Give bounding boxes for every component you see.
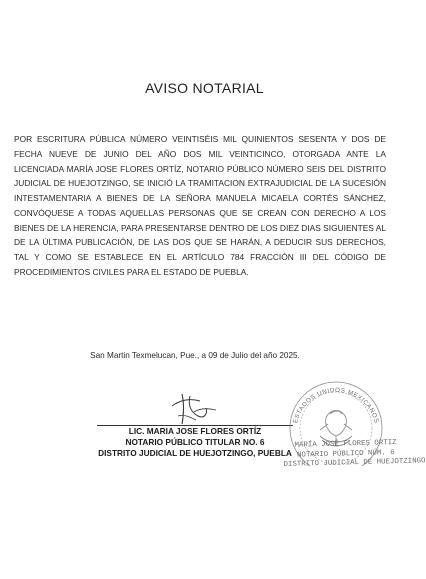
seal-notary: NOTARIO PÚBLICO NÚM. 6 bbox=[296, 448, 395, 460]
notary-title: NOTARIO PÚBLICO TITULAR NO. 6 bbox=[125, 437, 265, 447]
seal-district: DISTRITO JUDICIAL DE HUEJOTZINGO bbox=[283, 457, 426, 470]
notice-body: POR ESCRITURA PÚBLICA NÚMERO VEINTISÉIS MIL QUINIENTOS SESENTA Y DOS DE FECHA NUEVE DE JUNIO DEL AÑO DOS MIL VEINTICINCO, OTORGADA ANTE LA LICENCIADA MARÍA JOSE FLORES ORTÍZ, NOTARIO PÚBLICO NÚMERO SEIS DEL DISTRITO JUDICIAL DE HUEJOTZINGO, SE INICIÓ LA TRAMITACION EXTRAJUDICIAL DE LA SUCESIÓN INTESTAMENTARIA A BIENES DE LA SEÑORA MANUELA MICAELA CORTÉS SÁNCHEZ, CONVÓQUESE A TODAS AQUELLAS PERSONAS QUE SE CREAN CON DERECHO A LOS BIENES DE LA HERENCIA, PARA PRESENTARSE DENTRO DE LOS DIEZ DIAS SIGUIENTES AL DE LA ÚLTIMA PUBLICACIÓN, DE LAS DOS QUE SE HARÁN, A DEDUCIR SUS DERECHOS, TAL Y COMO SE ESTABLECE EN EL ARTÍCULO 784 FRACCIÓN III DEL CÓDIGO DE PROCEDIMIENTOS CIVILES PARA EL ESTADO DE PUEBLA. bbox=[14, 134, 387, 277]
notary-name: LIC. MARIA JOSE FLORES ORTÍZ bbox=[128, 426, 262, 436]
notary-district: DISTRITO JUDICIAL DE HUEJOTZINGO, PUEBLA bbox=[98, 448, 292, 458]
svg-text:ESTADOS UNIDOS MEXICANOS: ESTADOS UNIDOS MEXICANOS bbox=[292, 386, 380, 425]
document-title: AVISO NOTARIAL bbox=[145, 80, 264, 96]
seal-inscription bbox=[283, 439, 426, 471]
handwritten-signature bbox=[160, 386, 230, 426]
place-and-date: San Martin Texmelucan, Pue., a 09 de Julio del año 2025. bbox=[90, 351, 300, 360]
seal-name: MARÍA JOSÉ FLORES ORTIZ bbox=[294, 439, 397, 450]
